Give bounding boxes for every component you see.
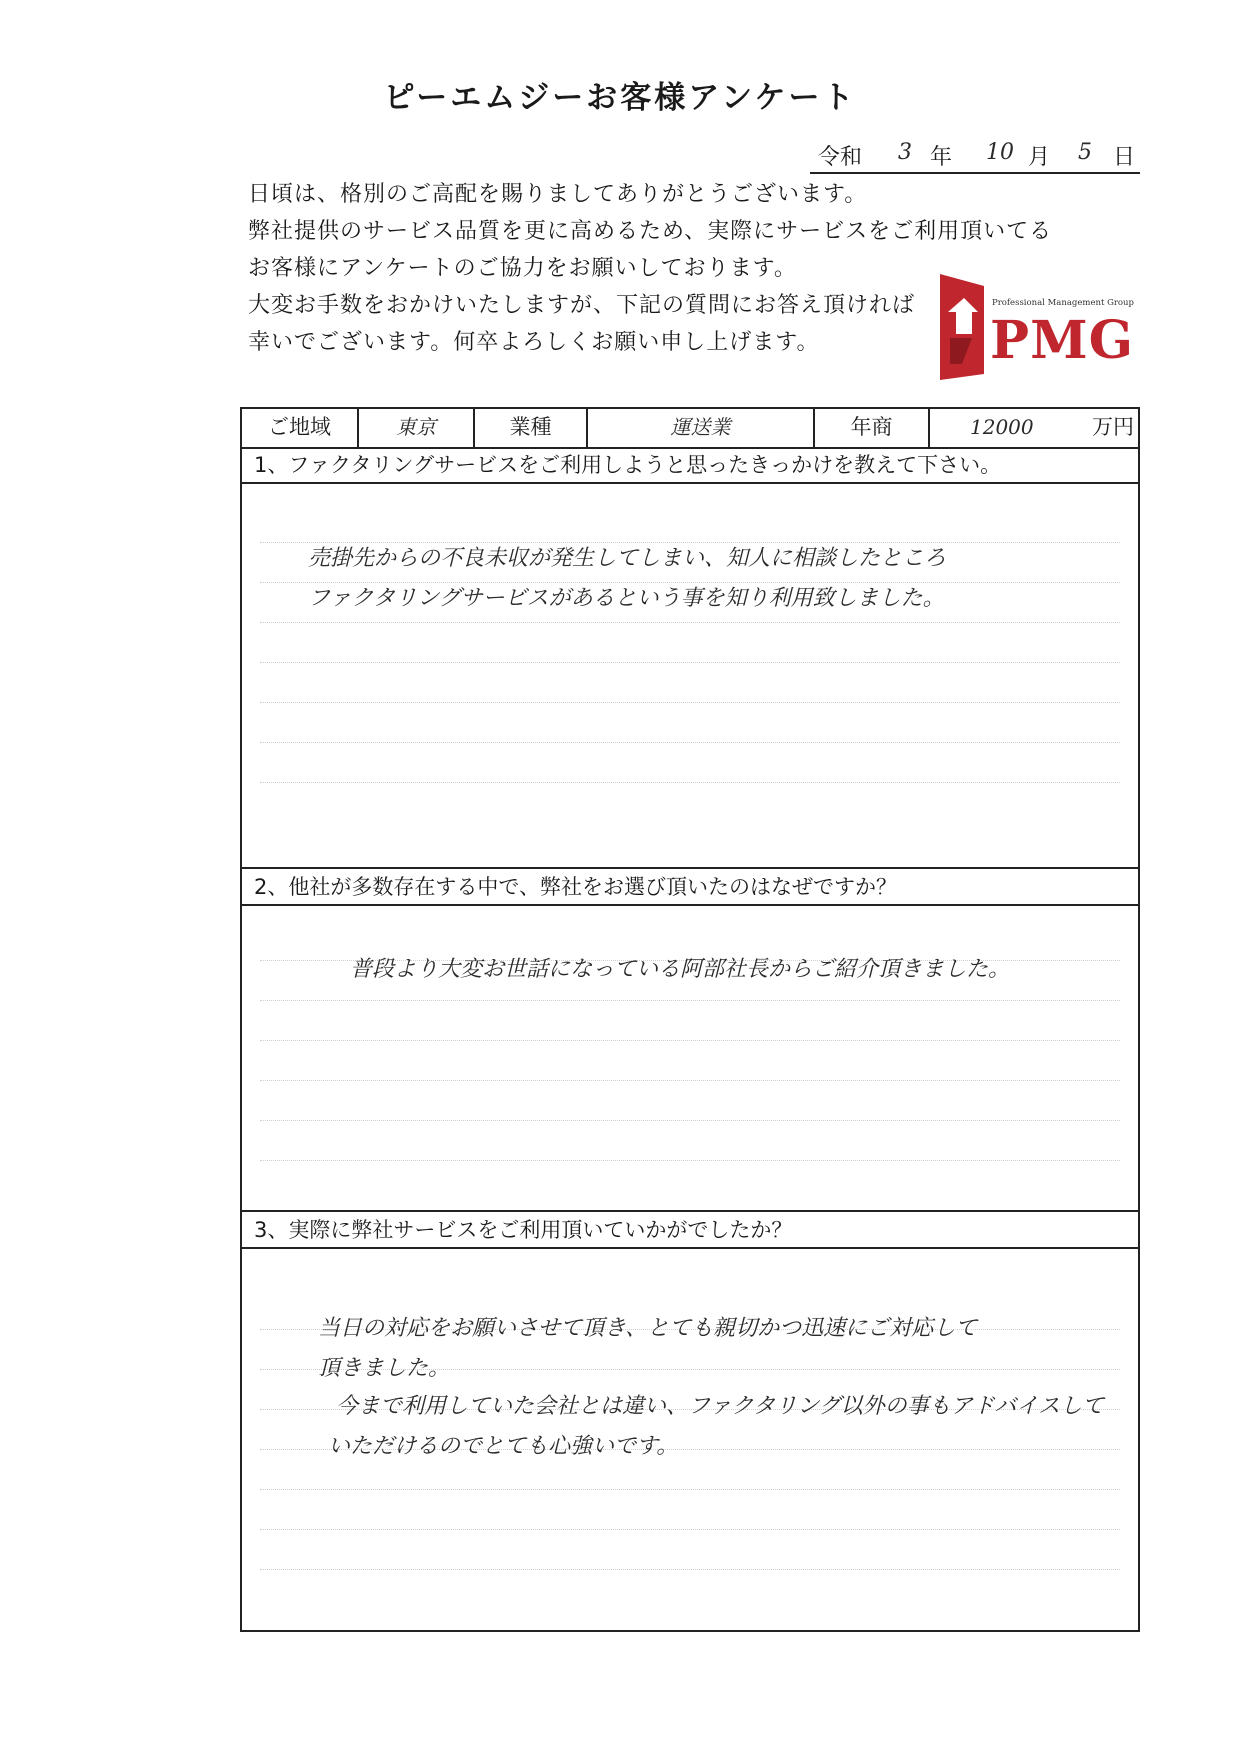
region-label: ご地域	[242, 409, 359, 447]
date-year-unit: 年	[930, 145, 953, 170]
revenue-cell	[930, 409, 1138, 447]
intro-line: 日頃は、格別のご高配を賜りましてありがとうございます。	[248, 182, 868, 207]
answer-line: 普段より大変お世話になっている阿部社長からご紹介頂きました。	[350, 957, 1011, 982]
intro-line: お客様にアンケートのご協力をお願いしております。	[248, 256, 797, 281]
intro-text	[248, 176, 1052, 361]
answer-line: ファクタリングサービスがあるという事を知り利用致しました。	[308, 586, 945, 611]
intro-line: 弊社提供のサービス品質を更に高めるため、実際にサービスをご利用頂いてる	[248, 219, 1053, 244]
industry-label: 業種	[475, 409, 588, 447]
revenue-value: 12000	[970, 415, 1034, 439]
answer-line: 頂きました。	[318, 1356, 451, 1381]
date-month-unit: 月	[1028, 145, 1051, 170]
date-month: 10	[986, 140, 1014, 165]
answer-line: 当日の対応をお願いさせて頂き、とても親切かつ迅速にご対応して	[318, 1316, 978, 1341]
question-1-label: 1、ファクタリングサービスをご利用しようと思ったきっかけを教えて下さい。	[242, 447, 1138, 484]
answer-line: いただけるのでとても心強いです。	[328, 1434, 679, 1459]
date-day: 5	[1078, 140, 1092, 165]
question-1-answer	[242, 484, 1138, 814]
survey-title: ピーエムジーお客様アンケート	[383, 80, 857, 116]
region-value: 東京	[359, 409, 475, 447]
revenue-label: 年商	[815, 409, 930, 447]
answer-line: 今まで利用していた会社とは違い、ファクタリング以外の事もアドバイスして	[336, 1394, 1105, 1419]
intro-line: 幸いでございます。何卒よろしくお願い申し上げます。	[248, 330, 820, 355]
pmg-logo	[938, 272, 1133, 380]
answer-line: 売掛先からの不良未収が発生してしまい、知人に相談したところ	[308, 546, 947, 571]
question-3-answer	[242, 1249, 1138, 1629]
question-2-label: 2、他社が多数存在する中で、弊社をお選び頂いたのはなぜですか？	[242, 869, 1138, 906]
industry-value: 運送業	[588, 409, 815, 447]
question-3-label: 3、実際に弊社サービスをご利用頂いていかがでしたか？	[242, 1212, 1138, 1249]
intro-line: 大変お手数をおかけいたしますが、下記の質問にお答え頂ければ	[248, 293, 916, 318]
revenue-unit: 万円	[1092, 415, 1134, 439]
header-row	[242, 409, 1138, 449]
logo-tagline: Professional Management Group	[992, 298, 1134, 308]
date-row	[810, 138, 1140, 174]
survey-form	[240, 407, 1140, 1632]
date-year: 3	[898, 140, 912, 165]
date-day-unit: 日	[1113, 145, 1136, 170]
logo-wordmark: PMG	[990, 310, 1135, 371]
date-era: 令和	[818, 145, 863, 170]
question-2-answer	[242, 906, 1138, 1198]
